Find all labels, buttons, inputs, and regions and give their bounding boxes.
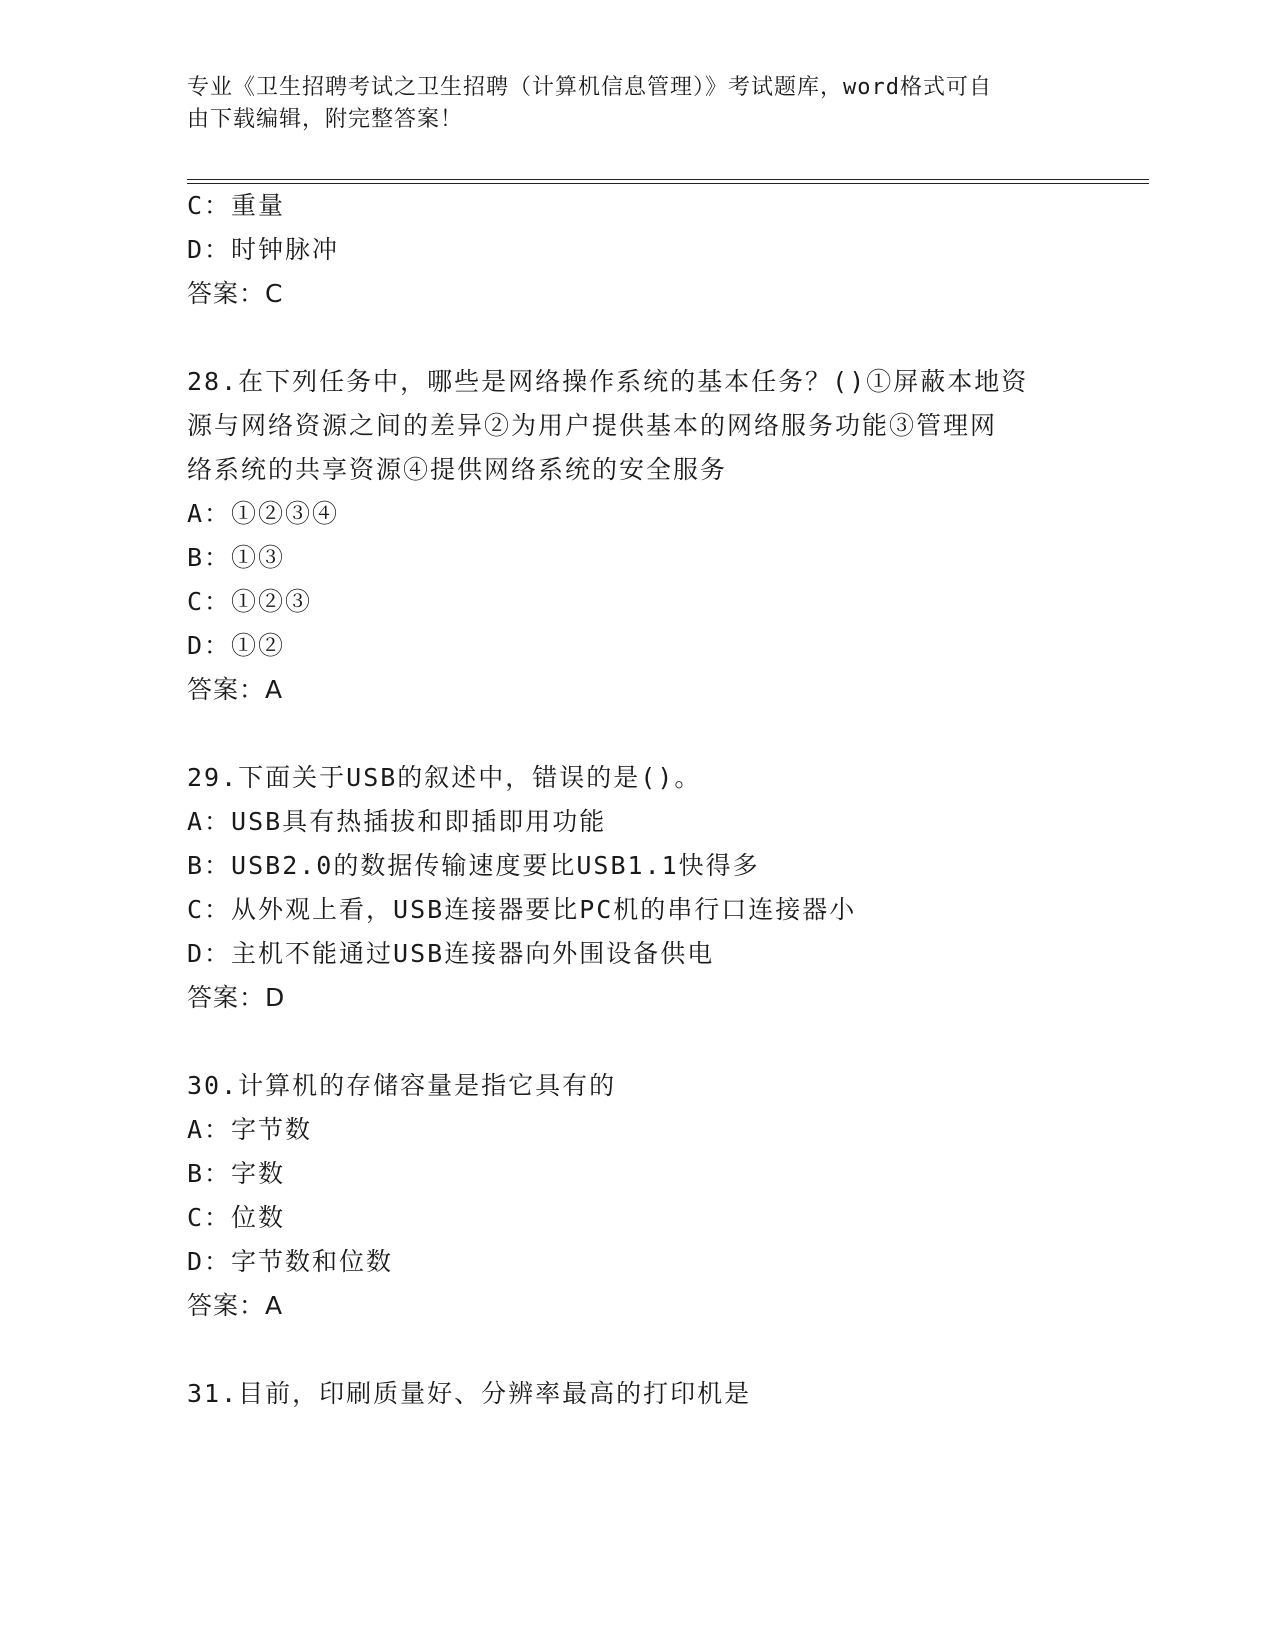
document-header bbox=[187, 72, 1067, 136]
header-divider-top bbox=[187, 179, 1149, 180]
q29-option-a: A：USB具有热插拔和即插即用功能 bbox=[187, 807, 607, 836]
prev-answer: 答案：C bbox=[187, 279, 284, 308]
q30-option-c: C：位数 bbox=[187, 1203, 286, 1232]
q28-stem-line-1: 28.在下列任务中，哪些是网络操作系统的基本任务？()①屏蔽本地资 bbox=[187, 367, 1029, 396]
q30-option-a: A：字节数 bbox=[187, 1115, 313, 1144]
prev-option-d: D：时钟脉冲 bbox=[187, 235, 340, 264]
q29-stem: 29.下面关于USB的叙述中，错误的是()。 bbox=[187, 763, 702, 792]
prev-option-c: C：重量 bbox=[187, 191, 286, 220]
q30-stem: 30.计算机的存储容量是指它具有的 bbox=[187, 1071, 617, 1100]
q30-answer: 答案：A bbox=[187, 1291, 284, 1320]
q29-option-c: C：从外观上看，USB连接器要比PC机的串行口连接器小 bbox=[187, 895, 857, 924]
q31-stem: 31.目前，印刷质量好、分辨率最高的打印机是 bbox=[187, 1379, 752, 1408]
q28-stem-line-3: 络系统的共享资源④提供网络系统的安全服务 bbox=[187, 455, 728, 484]
q28-option-d: D：①② bbox=[187, 631, 286, 660]
header-line-1: 专业《卫生招聘考试之卫生招聘（计算机信息管理）》考试题库，word格式可自 bbox=[187, 75, 992, 100]
q30-option-b: B：字数 bbox=[187, 1159, 286, 1188]
q28-answer: 答案：A bbox=[187, 675, 284, 704]
q29-option-d: D：主机不能通过USB连接器向外围设备供电 bbox=[187, 939, 715, 968]
header-line-2: 由下载编辑，附完整答案！ bbox=[187, 107, 464, 132]
q29-answer: 答案：D bbox=[187, 983, 286, 1012]
q30-option-d: D：字节数和位数 bbox=[187, 1247, 394, 1276]
q28-stem-line-2: 源与网络资源之间的差异②为用户提供基本的网络服务功能③管理网 bbox=[187, 411, 998, 440]
header-divider-bottom bbox=[187, 183, 1149, 184]
q28-option-a: A：①②③④ bbox=[187, 499, 340, 528]
q29-option-b: B：USB2.0的数据传输速度要比USB1.1快得多 bbox=[187, 851, 760, 880]
q28-option-b: B：①③ bbox=[187, 543, 286, 572]
q28-option-c: C：①②③ bbox=[187, 587, 313, 616]
